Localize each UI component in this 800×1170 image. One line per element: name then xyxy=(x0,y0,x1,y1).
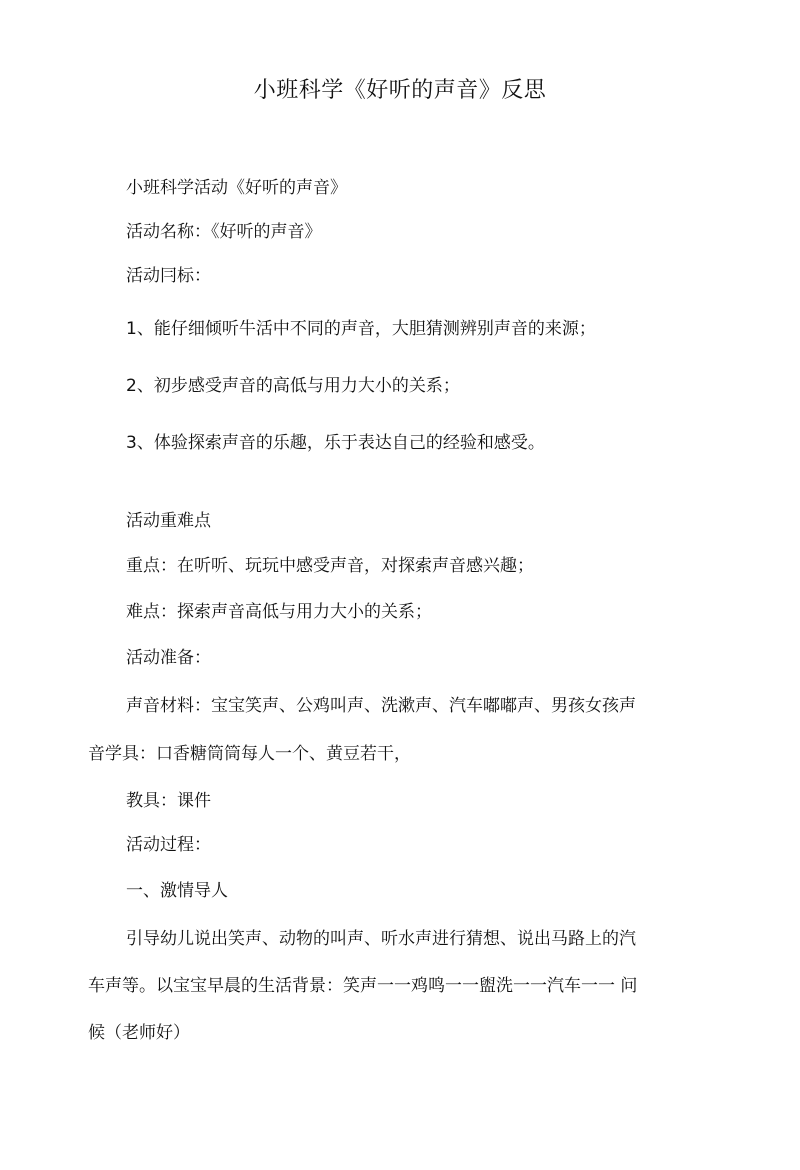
text-line-preparation-heading: 活动准备： xyxy=(126,648,211,668)
text-line-goals-heading: 活动冃标： xyxy=(126,266,211,286)
text-line-goal-1: 1、能仔细倾听牛活中不同的声音，大胆猜测辨别声音的来源； xyxy=(126,319,596,339)
text-line-goal-3: 3、体验探索声音的乐趣，乐于表达自己的经验和感受。 xyxy=(126,433,545,453)
text-line-difficulty: 难点：探索声音高低与用力大小的关系； xyxy=(126,602,432,622)
text-line-sound-materials: 声音材料：宝宝笑声、公鸡叫声、洗漱声、汽车嘟嘟声、男孩女孩声 xyxy=(126,696,636,716)
text-line-key-point: 重点：在听听、玩玩中感受声音，对探索声音感兴趣； xyxy=(126,556,534,576)
text-line-goal-2: 2、初步感受声音的高低与用力大小的关系； xyxy=(126,376,460,396)
text-line-key-points-heading: 活动重难点 xyxy=(126,511,211,531)
text-line-learning-tools: 音学具：口香糖筒筒每人一个、黄豆若干， xyxy=(88,744,411,764)
text-line-paragraph-1: 引导幼儿说出笑声、动物的叫声、听水声进行猜想、说出马路上的汽 xyxy=(126,929,636,949)
text-line-section-1-heading: 一、激情导人 xyxy=(126,881,228,901)
text-line-paragraph-3: 候（老师好） xyxy=(88,1023,190,1043)
text-line-activity-name: 活动名称：《好听的声音》 xyxy=(126,222,322,242)
text-line-activity-heading: 小班科学活动《好听的声音》 xyxy=(126,178,347,198)
document-title: 小班科学《好听的声音》反思 xyxy=(253,78,547,103)
text-line-paragraph-2: 车声等。以宝宝早晨的生活背景：笑声一一鸡鸣一一盥洗一一汽车一一 问 xyxy=(88,976,638,996)
text-line-process-heading: 活动过程： xyxy=(126,835,211,855)
text-line-teaching-tools: 教具：课件 xyxy=(126,791,211,811)
